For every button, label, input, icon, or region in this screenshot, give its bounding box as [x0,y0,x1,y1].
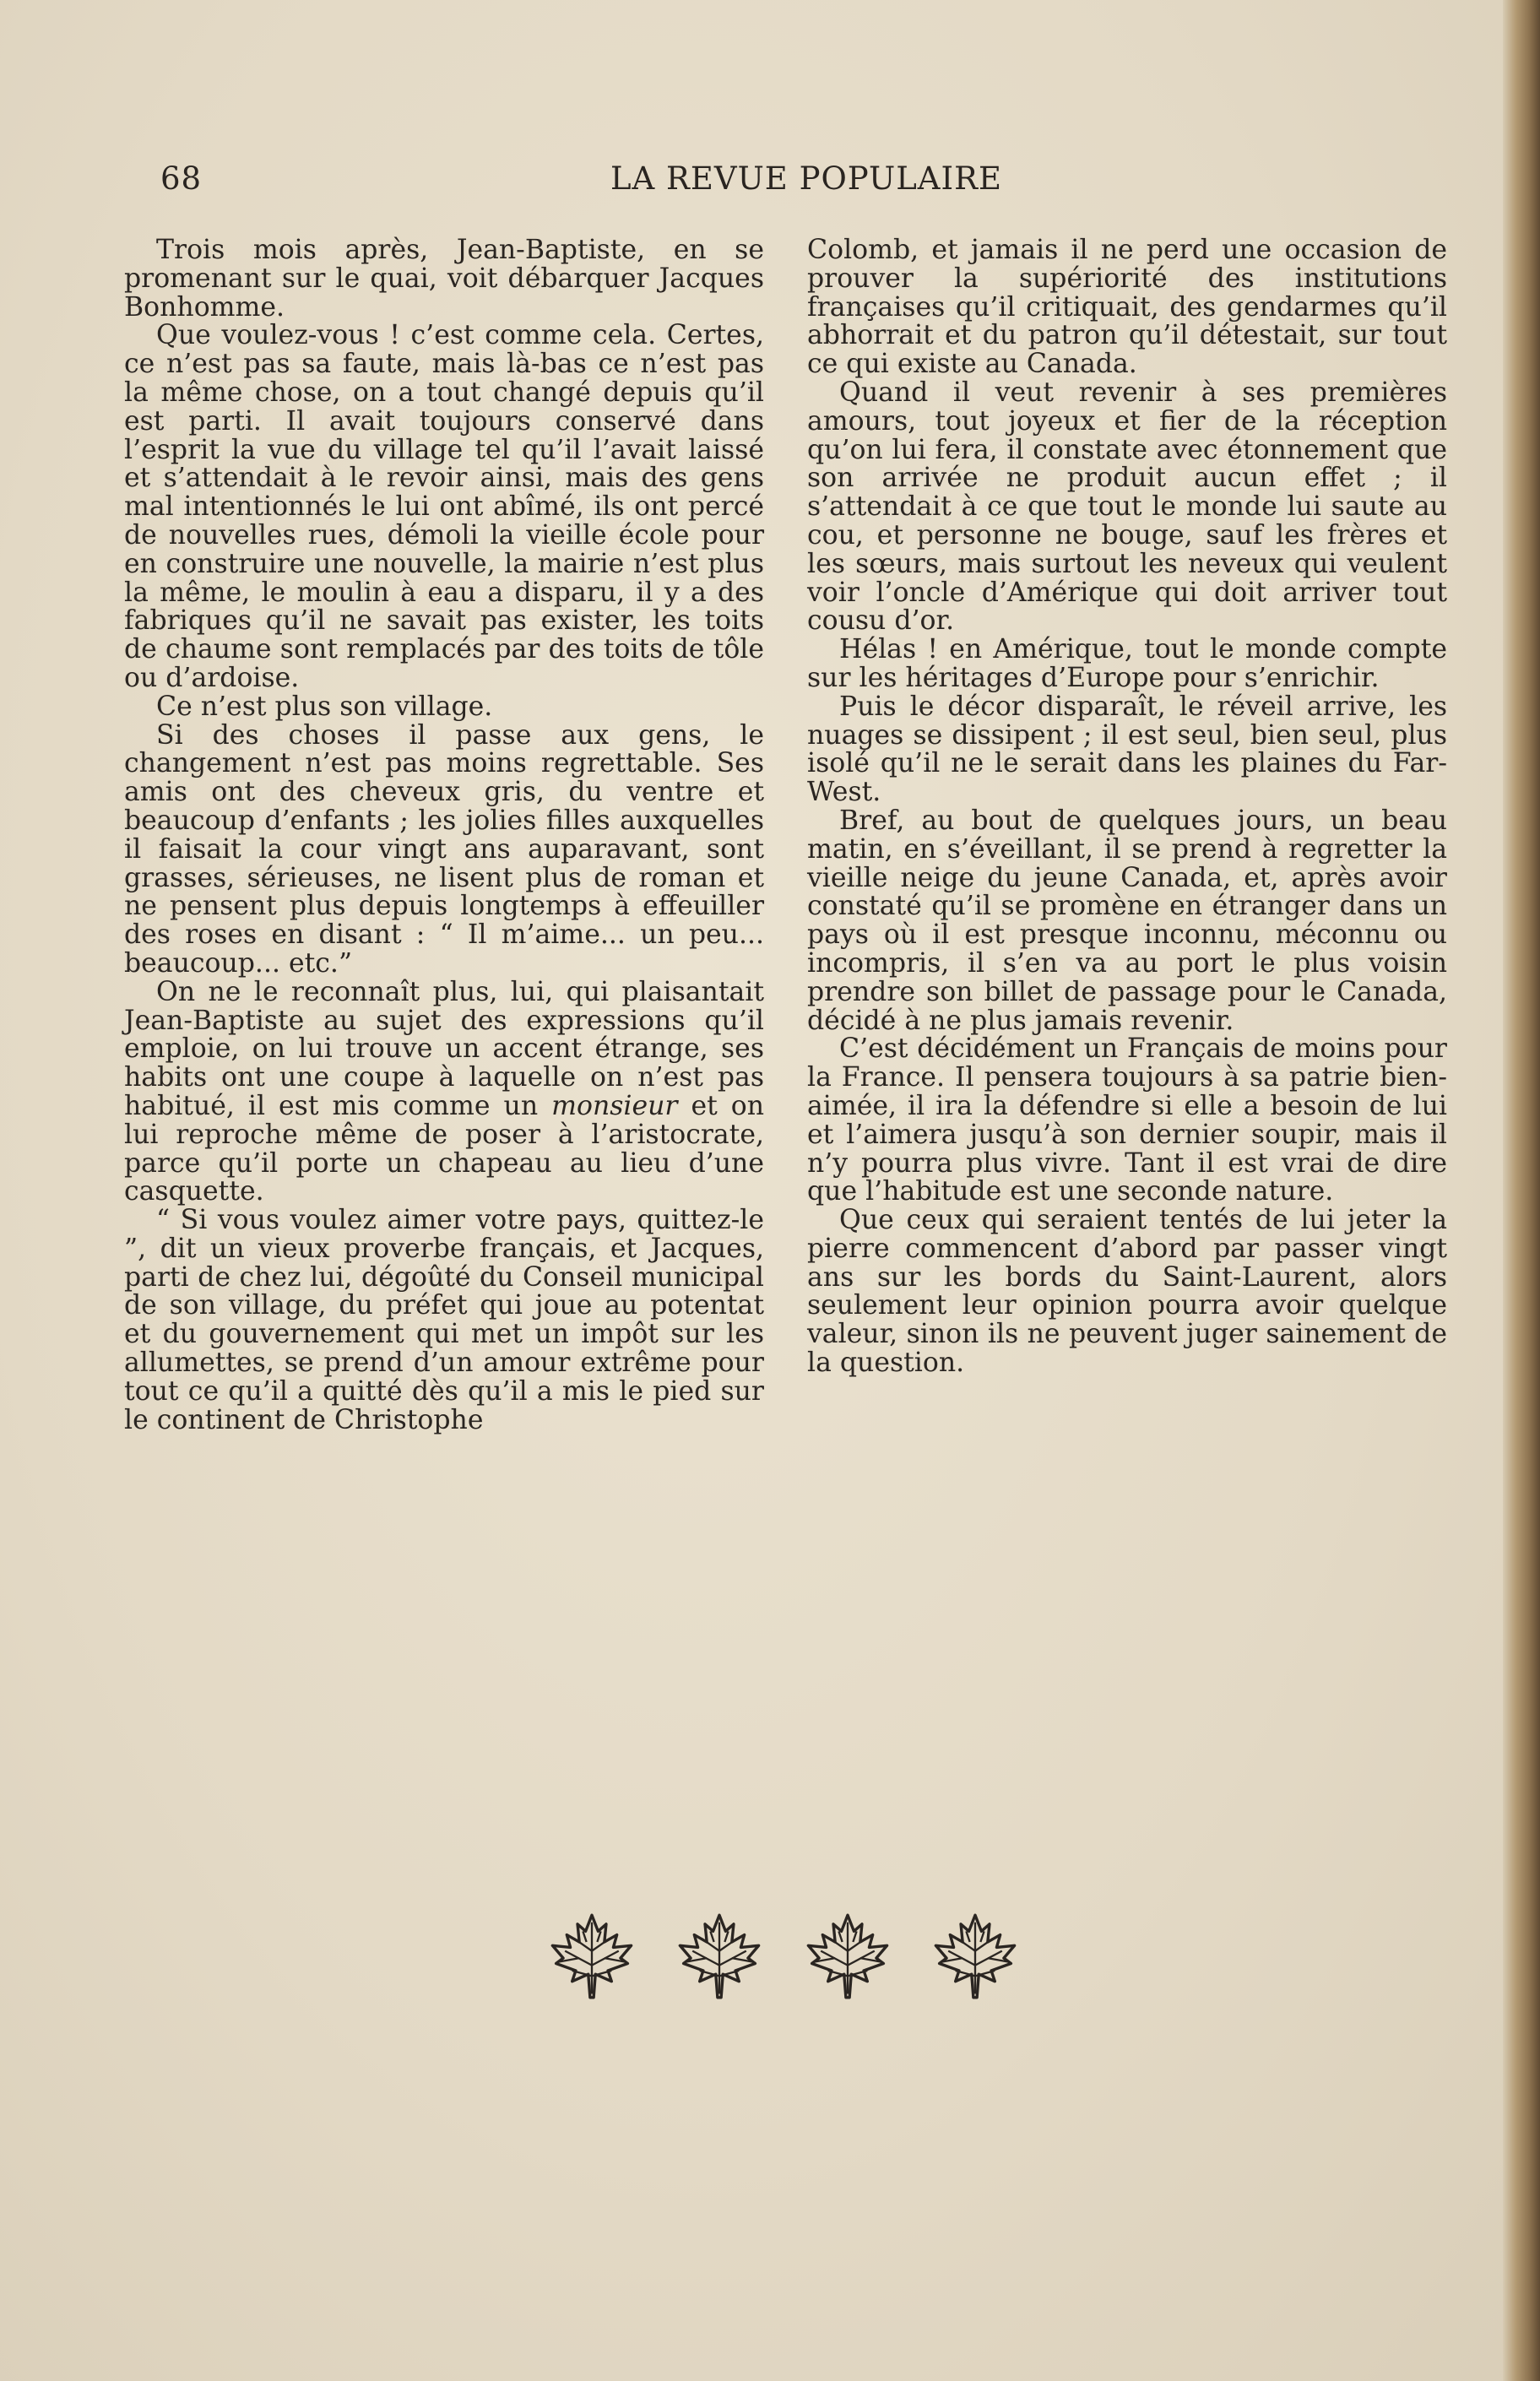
paragraph [807,807,1447,1035]
paragraph [807,379,1447,636]
paragraph-text: Que ceux qui seraient tentés de lui jeter la pierre commencent d’abord par passer vingt ans sur les bords du Saint-Laurent, alors seulement leur opinion pourra avoir quelque valeur, sinon ils ne peuvent juger sainement de la question. [807,1205,1447,1379]
paragraph-text: Hélas ! en Amérique, tout le monde compte sur les héritages d’Europe pour s’enrichir. [807,634,1447,693]
maple-leaf-icon [803,1912,892,2001]
paragraph-text: Colomb, et jamais il ne perd une occasion de prouver la supériorité des institutions françaises qu’il critiquait, des gendarmes qu’il abhorrait et du patron qu’il détestait, sur tout ce qui existe au Canada. [807,235,1447,380]
paragraph-text: Puis le décor disparaît, le réveil arrive, les nuages se dissipent ; il est seul, bien seul, plus isolé qu’il ne le serait dans les plaines du Far-West. [807,691,1447,808]
paragraph [124,236,764,322]
paragraph-text: Ce n’est plus son village. [156,691,493,722]
journal-title: LA REVUE POPULAIRE [610,160,1003,197]
paragraph-text: “ Si vous voulez aimer votre pays, quittez-le ”, dit un vieux proverbe français, et Jacques, parti de chez lui, dégoûté du Conseil municipal de son village, du préfet qui joue au potentat et du gouvernement qui met un impôt sur les allumettes, se prend d’un amour extrême pour tout ce qu’il a quitté dès qu’il a mis le pied sur le continent de Christophe [124,1205,764,1435]
paragraph [124,976,764,1207]
paragraph-text: Bref, au bout de quelques jours, un beau matin, en s’éveillant, il se prend à regretter la vieille neige du jeune Canada, et, après avoir constaté qu’il se promène en étranger dans un pays où il est presque inconnu, méconnu ou incompris, il s’en va au port le plus voisin prendre son billet de passage pour le Canada, décidé à ne plus jamais revenir. [807,805,1447,1036]
italic-text: monsieur [551,1090,678,1121]
paragraph-text: On ne le reconnaît plus, lui, qui plaisantait Jean-Baptiste au sujet des expressions qu’il emploie, on lui trouve un accent étrange, ses habits ont une coupe à laquelle on n’est pas habitué, il est mis comme un [124,976,764,1121]
paragraph [807,1035,1447,1207]
paragraph [807,1207,1447,1378]
paragraph [124,693,764,722]
page-number: 68 [160,160,203,197]
maple-leaf-ornament [547,1910,1020,2003]
maple-leaf-icon [930,1912,1020,2001]
paragraph-text: et on lui reproche même de poser à l’aristocrate, parce qu’il porte un chapeau au lieu d’une casquette. [124,1090,764,1207]
paragraph [807,236,1447,379]
paragraph-text: C’est décidément un Français de moins pour la France. Il pensera toujours à sa patrie bien-aimée, il ira la défendre si elle a besoin de lui et l’aimera jusqu’à son dernier soupir, mais il n’y pourra plus vivre. Tant il est vrai de dire que l’habitude est une seconde nature. [807,1033,1447,1207]
paragraph [124,322,764,692]
maple-leaf-icon [547,1912,637,2001]
paragraph-text: Si des choses il passe aux gens, le changement n’est pas moins regrettable. Ses amis ont des cheveux gris, du ventre et beaucoup d’enfants ; les jolies filles auxquelles il faisait la cour vingt ans auparavant, sont grasses, sérieuses, ne lisent plus de roman et ne pensent plus depuis longtemps à effeuiller des roses en disant : “ Il m’aime... un peu... beaucoup... etc.” [124,719,764,979]
right-column [807,236,1447,1378]
left-column [124,236,764,1435]
paragraph-text: Quand il veut revenir à ses premières amours, tout joyeux et fier de la réception qu’on lui fera, il constate avec étonnement que son arrivée ne produit aucun effet ; il s’attendait à ce que tout le monde lui saute au cou, et personne ne bouge, sauf les frères et les sœurs, mais surtout les neveux qui veulent voir l’oncle d’Amérique qui doit arriver tout cousu d’or. [807,377,1447,637]
book-spine-edge [1503,0,1540,2381]
running-header [160,160,1452,203]
paragraph [124,719,764,979]
paragraph [807,636,1447,693]
maple-leaf-icon [675,1912,764,2001]
paragraph-text: Que voulez-vous ! c’est comme cela. Certes, ce n’est pas sa faute, mais là-bas ce n’est pas la même chose, on a tout changé depuis qu’il est parti. Il avait toujours conservé dans l’esprit la vue du village tel qu’il l’avait laissé et s’attendait à le revoir ainsi, mais des gens mal intentionnés le lui ont abîmé, ils ont percé de nouvelles rues, démoli la vieille école pour en construire une nouvelle, la mairie n’est plus la même, le moulin à eau a disparu, il y a des fabriques qu’il ne savait pas exister, les toits de chaume sont remplacés par des toits de tôle ou d’ardoise. [124,320,764,693]
paragraph [124,1207,764,1435]
paragraph [807,693,1447,807]
paragraph-text: Trois mois après, Jean-Baptiste, en se promenant sur le quai, voit débarquer Jacques Bonhomme. [124,235,764,323]
